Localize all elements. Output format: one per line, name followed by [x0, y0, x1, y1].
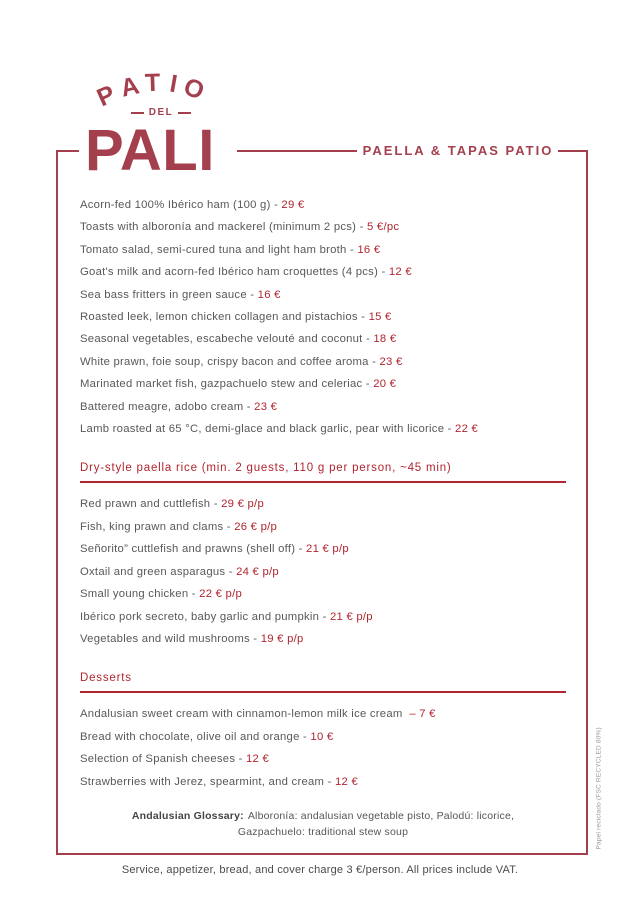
brand-letter: P [92, 79, 120, 113]
brand-letter: T [144, 68, 161, 98]
item-separator: - [378, 266, 389, 279]
item-separator: - [246, 288, 258, 301]
brand-del-row [122, 107, 200, 118]
item-price: 22 € p/p [199, 588, 242, 601]
item-separator: - [299, 730, 311, 743]
item-price: 29 € p/p [221, 498, 264, 511]
menu-item [80, 351, 566, 373]
item-name: Tomato salad, semi-cured tuna and light ham broth [80, 243, 347, 256]
item-price: 21 € p/p [330, 610, 373, 623]
item-name: Lamb roasted at 65 °C, demi-glace and black garlic, pear with licorice [80, 423, 445, 436]
item-name: Small young chicken [80, 588, 189, 601]
item-price: 12 € [334, 775, 358, 788]
item-separator: - [319, 610, 330, 623]
menu-item [80, 284, 566, 306]
item-separator: - [357, 311, 369, 324]
brand-letter: O [179, 72, 209, 106]
item-separator: - [444, 423, 456, 436]
item-price: 24 € p/p [236, 565, 279, 578]
menu-item [80, 306, 566, 328]
menu-sections [80, 194, 566, 793]
item-separator: - [270, 199, 282, 211]
item-price: 10 € [310, 730, 334, 743]
item-price: 21 € p/p [306, 543, 349, 556]
brand-del-label: DEL [148, 107, 174, 118]
item-price: 23 € [254, 400, 278, 413]
menu-item [80, 373, 566, 395]
item-separator: - [346, 243, 358, 256]
item-price: 5 €/pc [367, 221, 400, 234]
brand-tagline: PAELLA & TAPAS PATIO [362, 143, 554, 158]
item-price: 19 € p/p [260, 632, 304, 645]
item-separator: - [223, 520, 235, 533]
item-separator: - [295, 543, 307, 556]
item-separator: - [235, 753, 247, 766]
menu-item [80, 538, 566, 560]
item-price: 23 € [379, 355, 403, 368]
item-price: 18 € [373, 333, 397, 346]
item-name: Red prawn and cuttlefish [80, 498, 211, 511]
menu-item [80, 493, 566, 515]
glossary-label: Andalusian Glossary: [131, 809, 244, 822]
section-header: Desserts [80, 672, 566, 693]
item-separator: - [362, 378, 374, 391]
item-name: Battered meagre, adobo cream [80, 400, 244, 413]
brand-name: PALI [85, 118, 215, 183]
item-price: 20 € [373, 378, 397, 391]
item-name: Fish, king prawn and clams [80, 520, 224, 533]
menu-item [80, 771, 566, 793]
item-separator: - [225, 565, 237, 578]
item-separator: - [356, 221, 367, 234]
glossary-line1: Alboronía: andalusian vegetable pisto, Palodú: licorice, [247, 809, 515, 822]
item-separator: - [362, 333, 374, 346]
menu-item [80, 703, 566, 725]
menu-item [80, 194, 566, 216]
item-name: Andalusian sweet cream with cinnamon-lemon milk ice cream [80, 708, 403, 721]
brand-letter: A [117, 71, 142, 103]
item-separator: - [324, 775, 335, 788]
menu-item [80, 216, 566, 238]
item-separator: - [210, 498, 222, 511]
item-price: 26 € p/p [234, 520, 278, 533]
item-price: 12 € [388, 266, 412, 279]
menu-item [80, 606, 566, 628]
item-name: Seasonal vegetables, escabeche velouté and coconut [80, 333, 363, 346]
item-price: 12 € [246, 753, 270, 766]
menu-section-tapas [80, 194, 566, 440]
menu-item [80, 261, 566, 283]
menu-section-paella [80, 462, 566, 650]
item-price: 16 € [257, 288, 281, 301]
menu-item [80, 628, 566, 650]
menu-item [80, 418, 566, 440]
item-name: Vegetables and wild mushrooms [80, 632, 250, 645]
item-name: Sea bass fritters in green sauce [80, 288, 247, 301]
item-name: Toasts with alboronía and mackerel (minimum 2 pcs) [80, 221, 357, 234]
item-price: 15 € [368, 311, 392, 324]
section-header: Dry-style paella rice (min. 2 guests, 110 g per person, ~45 min) [80, 462, 566, 483]
menu-section-desserts [80, 672, 566, 793]
item-price: 29 € [281, 199, 305, 211]
item-price: – 7 € [409, 708, 436, 721]
footer-note: Service, appetizer, bread, and cover charge 3 €/person. All prices include VAT. [121, 864, 519, 876]
item-price: 22 € [455, 423, 479, 436]
menu-item [80, 583, 566, 605]
item-separator: - [368, 355, 380, 368]
menu-item [80, 561, 566, 583]
item-name: Bread with chocolate, olive oil and orange [80, 730, 300, 743]
glossary [82, 808, 564, 841]
item-separator: - [188, 588, 200, 601]
menu-box [56, 150, 588, 855]
item-price: 16 € [357, 243, 381, 256]
item-name: Marinated market fish, gazpachuelo stew and celeriac [80, 378, 363, 391]
glossary-line2: Gazpachuelo: traditional stew soup [237, 826, 409, 839]
menu-item [80, 516, 566, 538]
dash-ornament [131, 112, 144, 114]
item-name: Oxtail and green asparagus [80, 565, 226, 578]
item-separator: - [243, 400, 255, 413]
recycled-paper-note: Papel reciclado (FSC RECYCLED 80%) [595, 727, 603, 850]
menu-item [80, 748, 566, 770]
item-name: Selection of Spanish cheeses [80, 753, 236, 766]
item-name: Goat's milk and acorn-fed Ibérico ham croquettes (4 pcs) [80, 266, 379, 279]
item-separator: - [249, 632, 261, 645]
item-name: Strawberries with Jerez, spearmint, and cream [80, 775, 325, 788]
menu-item [80, 726, 566, 748]
brand-letter: I [167, 69, 180, 99]
item-name: Roasted leek, lemon chicken collagen and pistachios [80, 311, 358, 324]
item-name: Señorito” cuttlefish and prawns (shell off) [80, 543, 296, 556]
item-name: White prawn, foie soup, crispy bacon and coffee aroma [80, 355, 369, 368]
item-name: Ibérico pork secreto, baby garlic and pumpkin [80, 610, 320, 623]
menu-item [80, 328, 566, 350]
menu-item [80, 396, 566, 418]
item-name: Acorn-fed 100% Ibérico ham (100 g) [80, 199, 271, 211]
dash-ornament [178, 112, 191, 114]
menu-item [80, 239, 566, 261]
